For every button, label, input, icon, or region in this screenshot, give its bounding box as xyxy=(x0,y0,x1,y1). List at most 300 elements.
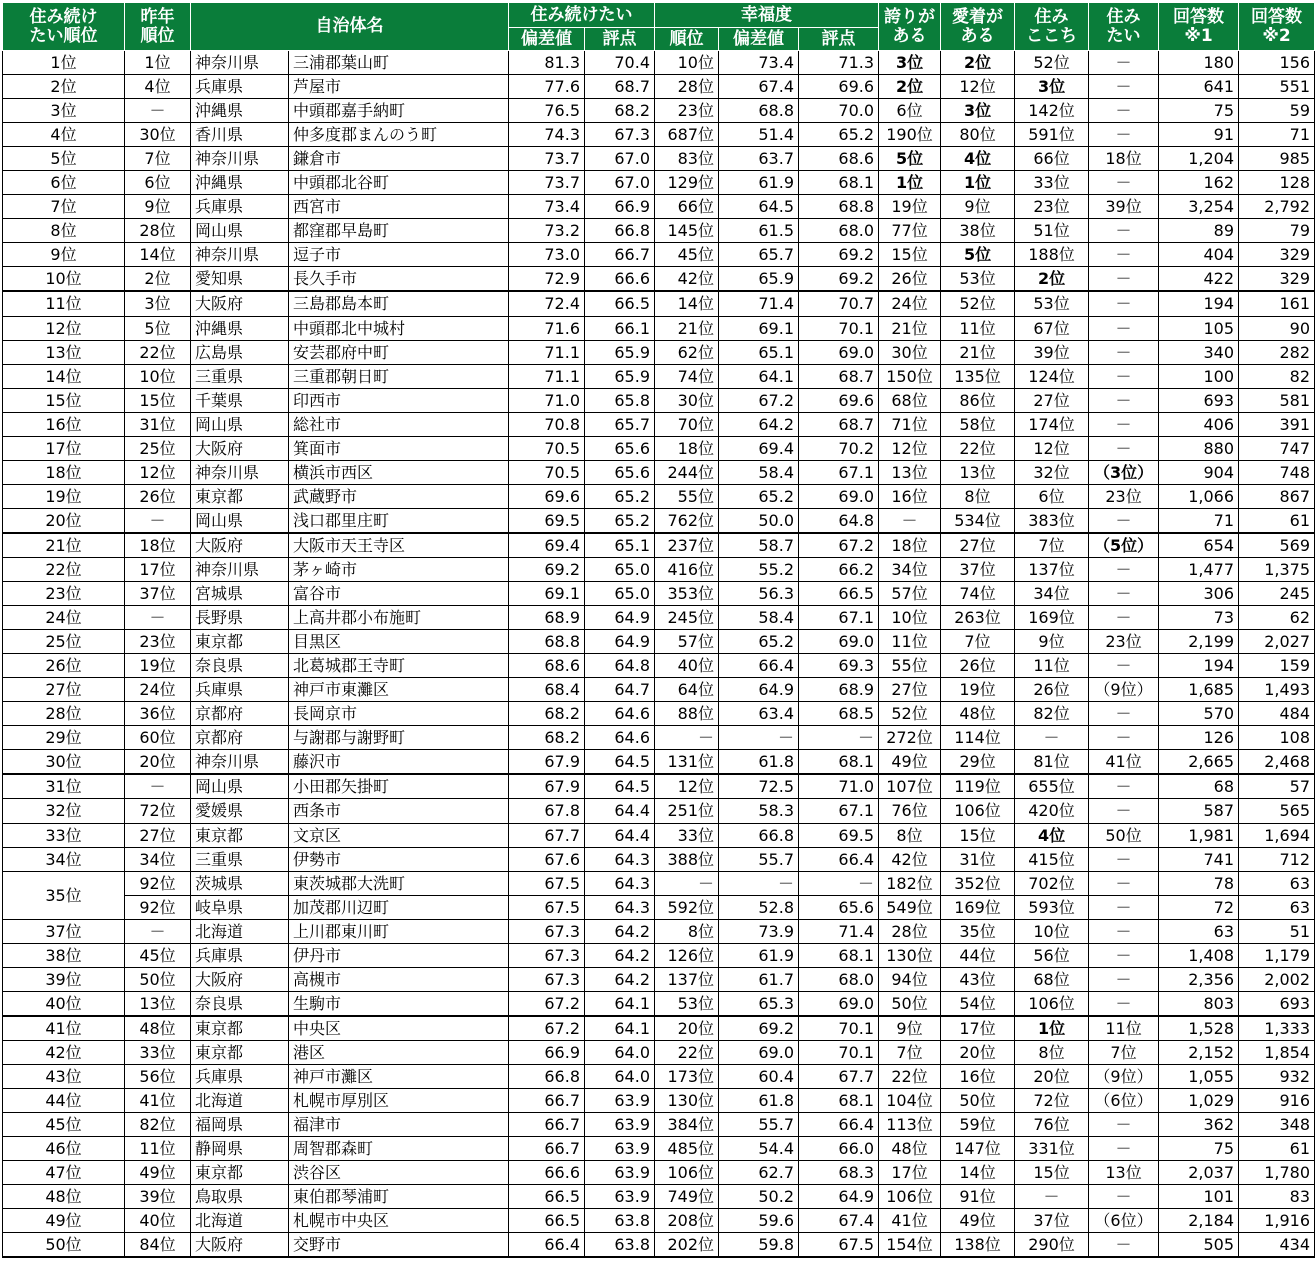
city-cell: 浅口郡里庄町 xyxy=(289,508,509,533)
happy-rank-cell: 10位 xyxy=(655,51,719,75)
comfort-cell: － xyxy=(1015,1185,1089,1209)
prev-rank-cell: 30位 xyxy=(125,123,191,147)
happy-score-cell: 66.4 xyxy=(799,847,879,871)
want-live-cell: 50位 xyxy=(1089,823,1159,847)
header-attach-label: 愛着が ある xyxy=(952,6,1004,46)
responses-1-cell: 101 xyxy=(1159,1185,1239,1209)
happy-dev-cell: 50.2 xyxy=(719,1185,799,1209)
stay-dev-cell: 68.6 xyxy=(509,654,585,678)
city-cell: 都窪郡早島町 xyxy=(289,219,509,243)
happy-score-cell: 70.1 xyxy=(799,316,879,340)
rank-cell: 9位 xyxy=(3,243,125,267)
happy-rank-cell: 131位 xyxy=(655,750,719,775)
city-cell: 長岡京市 xyxy=(289,702,509,726)
attach-cell: 9位 xyxy=(941,195,1015,219)
comfort-cell: 1位 xyxy=(1015,1016,1089,1041)
attach-cell: 44位 xyxy=(941,943,1015,967)
want-live-cell: － xyxy=(1089,847,1159,871)
stay-dev-cell: 68.4 xyxy=(509,678,585,702)
want-live-cell: － xyxy=(1089,582,1159,606)
prefecture-cell: 東京都 xyxy=(191,823,289,847)
attach-cell: 263位 xyxy=(941,606,1015,630)
responses-1-cell: 3,254 xyxy=(1159,195,1239,219)
happy-rank-cell: 62位 xyxy=(655,340,719,364)
table-row xyxy=(3,508,1315,533)
stay-dev-cell: 68.2 xyxy=(509,702,585,726)
pride-cell: 6位 xyxy=(879,99,941,123)
table-row xyxy=(3,702,1315,726)
pride-cell: 94位 xyxy=(879,967,941,991)
table-row xyxy=(3,1064,1315,1088)
responses-2-cell: 156 xyxy=(1239,51,1315,75)
table-row xyxy=(3,147,1315,171)
stay-score-cell: 67.3 xyxy=(585,123,655,147)
want-live-cell: － xyxy=(1089,943,1159,967)
comfort-cell: 11位 xyxy=(1015,654,1089,678)
rank-cell: 40位 xyxy=(3,991,125,1016)
stay-dev-cell: 70.5 xyxy=(509,436,585,460)
attach-cell: 22位 xyxy=(941,436,1015,460)
prev-rank-cell: 26位 xyxy=(125,484,191,508)
table-row xyxy=(3,291,1315,316)
rank-cell: 28位 xyxy=(3,702,125,726)
comfort-cell: 8位 xyxy=(1015,1040,1089,1064)
table-row xyxy=(3,823,1315,847)
prev-rank-cell: － xyxy=(125,606,191,630)
city-cell: 芦屋市 xyxy=(289,75,509,99)
happy-dev-cell: 56.3 xyxy=(719,582,799,606)
pride-cell: 272位 xyxy=(879,726,941,750)
responses-1-cell: 2,184 xyxy=(1159,1209,1239,1233)
happy-rank-cell: 14位 xyxy=(655,291,719,316)
city-cell: 箕面市 xyxy=(289,436,509,460)
want-live-cell: － xyxy=(1089,967,1159,991)
comfort-cell: 3位 xyxy=(1015,75,1089,99)
pride-cell: 21位 xyxy=(879,316,941,340)
happy-rank-cell: 12位 xyxy=(655,774,719,799)
want-live-cell: － xyxy=(1089,316,1159,340)
pride-cell: 19位 xyxy=(879,195,941,219)
responses-2-cell: 1,333 xyxy=(1239,1016,1315,1041)
responses-2-cell: 551 xyxy=(1239,75,1315,99)
happy-score-cell: 65.6 xyxy=(799,895,879,919)
pride-cell: 34位 xyxy=(879,557,941,581)
happy-dev-cell: 61.9 xyxy=(719,943,799,967)
attach-cell: 5位 xyxy=(941,243,1015,267)
prefecture-cell: 兵庫県 xyxy=(191,195,289,219)
responses-2-cell: 1,375 xyxy=(1239,557,1315,581)
happy-rank-cell: 137位 xyxy=(655,967,719,991)
stay-score-cell: 67.0 xyxy=(585,171,655,195)
city-cell: 藤沢市 xyxy=(289,750,509,775)
stay-score-cell: 65.6 xyxy=(585,460,655,484)
header-happy-score: 評点 xyxy=(799,28,879,51)
pride-cell: 549位 xyxy=(879,895,941,919)
comfort-cell: 81位 xyxy=(1015,750,1089,775)
happy-rank-cell: 53位 xyxy=(655,991,719,1016)
prev-rank-cell: 27位 xyxy=(125,823,191,847)
happy-score-cell: 67.7 xyxy=(799,1064,879,1088)
pride-cell: 8位 xyxy=(879,823,941,847)
rank-cell: 13位 xyxy=(3,340,125,364)
happy-score-cell: － xyxy=(799,726,879,750)
want-live-cell: 41位 xyxy=(1089,750,1159,775)
want-live-cell: － xyxy=(1089,919,1159,943)
responses-1-cell: 71 xyxy=(1159,508,1239,533)
stay-score-cell: 66.9 xyxy=(585,195,655,219)
prev-rank-cell: 13位 xyxy=(125,991,191,1016)
prev-rank-cell: 36位 xyxy=(125,702,191,726)
want-live-cell: 23位 xyxy=(1089,630,1159,654)
header-rank-label: 住み続け たい順位 xyxy=(29,6,98,46)
pride-cell: 52位 xyxy=(879,702,941,726)
city-cell: 高槻市 xyxy=(289,967,509,991)
responses-2-cell: 161 xyxy=(1239,291,1315,316)
prefecture-cell: 大阪府 xyxy=(191,1233,289,1258)
rank-cell: 41位 xyxy=(3,1016,125,1041)
rank-cell: 18位 xyxy=(3,460,125,484)
stay-dev-cell: 71.1 xyxy=(509,340,585,364)
header-comfort-label: 住み ここち xyxy=(1026,6,1078,46)
table-row xyxy=(3,1233,1315,1258)
want-live-cell: － xyxy=(1089,51,1159,75)
stay-dev-cell: 69.4 xyxy=(509,533,585,558)
want-live-cell: － xyxy=(1089,557,1159,581)
prefecture-cell: 大阪府 xyxy=(191,967,289,991)
prefecture-cell: 神奈川県 xyxy=(191,557,289,581)
happy-rank-cell: 18位 xyxy=(655,436,719,460)
table-row xyxy=(3,460,1315,484)
responses-1-cell: 68 xyxy=(1159,774,1239,799)
responses-1-cell: 362 xyxy=(1159,1113,1239,1137)
comfort-cell: 331位 xyxy=(1015,1137,1089,1161)
responses-2-cell: 2,468 xyxy=(1239,750,1315,775)
pride-cell: 68位 xyxy=(879,388,941,412)
stay-dev-cell: 68.8 xyxy=(509,630,585,654)
stay-dev-cell: 67.5 xyxy=(509,871,585,895)
happy-dev-cell: 69.4 xyxy=(719,436,799,460)
stay-score-cell: 64.2 xyxy=(585,967,655,991)
rank-cell: 44位 xyxy=(3,1089,125,1113)
comfort-cell: － xyxy=(1015,726,1089,750)
prev-rank-cell: 24位 xyxy=(125,678,191,702)
prev-rank-cell: 1位 xyxy=(125,51,191,75)
attach-cell: 352位 xyxy=(941,871,1015,895)
want-live-cell: 23位 xyxy=(1089,484,1159,508)
pride-cell: 13位 xyxy=(879,460,941,484)
prefecture-cell: 大阪府 xyxy=(191,533,289,558)
responses-2-cell: 62 xyxy=(1239,606,1315,630)
prefecture-cell: 沖縄県 xyxy=(191,316,289,340)
happy-dev-cell: 64.1 xyxy=(719,364,799,388)
city-cell: 茅ヶ崎市 xyxy=(289,557,509,581)
pride-cell: 48位 xyxy=(879,1137,941,1161)
prefecture-cell: 大阪府 xyxy=(191,291,289,316)
happy-rank-cell: 251位 xyxy=(655,799,719,823)
happy-rank-cell: 55位 xyxy=(655,484,719,508)
attach-cell: 106位 xyxy=(941,799,1015,823)
rank-cell: 5位 xyxy=(3,147,125,171)
happy-dev-cell: 60.4 xyxy=(719,1064,799,1088)
city-cell: 総社市 xyxy=(289,412,509,436)
attach-cell: 19位 xyxy=(941,678,1015,702)
happy-dev-cell: 61.7 xyxy=(719,967,799,991)
happy-score-cell: 69.0 xyxy=(799,630,879,654)
responses-1-cell: 880 xyxy=(1159,436,1239,460)
responses-2-cell: 932 xyxy=(1239,1064,1315,1088)
responses-1-cell: 1,685 xyxy=(1159,678,1239,702)
happy-score-cell: 67.5 xyxy=(799,1233,879,1258)
table-row xyxy=(3,243,1315,267)
table-row xyxy=(3,484,1315,508)
responses-2-cell: 569 xyxy=(1239,533,1315,558)
table-row xyxy=(3,678,1315,702)
stay-dev-cell: 71.0 xyxy=(509,388,585,412)
happy-rank-cell: 45位 xyxy=(655,243,719,267)
stay-dev-cell: 67.2 xyxy=(509,1016,585,1041)
prev-rank-cell: 48位 xyxy=(125,1016,191,1041)
city-cell: 小田郡矢掛町 xyxy=(289,774,509,799)
stay-dev-cell: 67.7 xyxy=(509,823,585,847)
happy-score-cell: 71.4 xyxy=(799,919,879,943)
prev-rank-cell: 17位 xyxy=(125,557,191,581)
pride-cell: 104位 xyxy=(879,1089,941,1113)
responses-2-cell: 1,179 xyxy=(1239,943,1315,967)
responses-1-cell: 100 xyxy=(1159,364,1239,388)
comfort-cell: 142位 xyxy=(1015,99,1089,123)
prev-rank-cell: 45位 xyxy=(125,943,191,967)
prev-rank-cell: 39位 xyxy=(125,1185,191,1209)
table-row xyxy=(3,1185,1315,1209)
happy-dev-cell: 54.4 xyxy=(719,1137,799,1161)
header-responses-1 xyxy=(1159,3,1239,51)
stay-dev-cell: 69.5 xyxy=(509,508,585,533)
stay-dev-cell: 67.6 xyxy=(509,847,585,871)
attach-cell: 114位 xyxy=(941,726,1015,750)
pride-cell: 30位 xyxy=(879,340,941,364)
prefecture-cell: 奈良県 xyxy=(191,991,289,1016)
happy-rank-cell: 485位 xyxy=(655,1137,719,1161)
stay-dev-cell: 67.5 xyxy=(509,895,585,919)
prefecture-cell: 岡山県 xyxy=(191,412,289,436)
stay-score-cell: 64.6 xyxy=(585,702,655,726)
city-cell: 文京区 xyxy=(289,823,509,847)
stay-score-cell: 66.8 xyxy=(585,219,655,243)
prefecture-cell: 岐阜県 xyxy=(191,895,289,919)
stay-dev-cell: 67.3 xyxy=(509,967,585,991)
ranking-table xyxy=(2,2,1315,1258)
happy-dev-cell: 55.7 xyxy=(719,847,799,871)
responses-2-cell: 108 xyxy=(1239,726,1315,750)
responses-2-cell: 484 xyxy=(1239,702,1315,726)
happy-rank-cell: － xyxy=(655,871,719,895)
want-live-cell: 13位 xyxy=(1089,1161,1159,1185)
attach-cell: 15位 xyxy=(941,823,1015,847)
city-cell: 富谷市 xyxy=(289,582,509,606)
rank-cell: 47位 xyxy=(3,1161,125,1185)
table-row xyxy=(3,654,1315,678)
table-row xyxy=(3,630,1315,654)
table-row xyxy=(3,750,1315,775)
want-live-cell: － xyxy=(1089,436,1159,460)
attach-cell: 43位 xyxy=(941,967,1015,991)
want-live-cell: （9位） xyxy=(1089,1064,1159,1088)
happy-score-cell: 66.5 xyxy=(799,582,879,606)
city-cell: 大阪市天王寺区 xyxy=(289,533,509,558)
stay-score-cell: 64.7 xyxy=(585,678,655,702)
stay-dev-cell: 73.2 xyxy=(509,219,585,243)
city-cell: 伊丹市 xyxy=(289,943,509,967)
responses-2-cell: 63 xyxy=(1239,871,1315,895)
happy-dev-cell: 50.0 xyxy=(719,508,799,533)
prefecture-cell: 広島県 xyxy=(191,340,289,364)
stay-score-cell: 64.0 xyxy=(585,1040,655,1064)
responses-2-cell: 51 xyxy=(1239,919,1315,943)
responses-2-cell: 79 xyxy=(1239,219,1315,243)
stay-dev-cell: 67.9 xyxy=(509,774,585,799)
want-live-cell: － xyxy=(1089,388,1159,412)
rank-cell: 37位 xyxy=(3,919,125,943)
responses-1-cell: 194 xyxy=(1159,654,1239,678)
comfort-cell: 12位 xyxy=(1015,436,1089,460)
table-row xyxy=(3,533,1315,558)
attach-cell: 14位 xyxy=(941,1161,1015,1185)
city-cell: 北葛城郡王寺町 xyxy=(289,654,509,678)
stay-dev-cell: 66.5 xyxy=(509,1185,585,1209)
comfort-cell: 591位 xyxy=(1015,123,1089,147)
city-cell: 上川郡東川町 xyxy=(289,919,509,943)
happy-score-cell: 70.2 xyxy=(799,436,879,460)
happy-score-cell: 66.4 xyxy=(799,1113,879,1137)
want-live-cell: － xyxy=(1089,774,1159,799)
header-prev-rank xyxy=(125,3,191,51)
prefecture-cell: 静岡県 xyxy=(191,1137,289,1161)
pride-cell: 24位 xyxy=(879,291,941,316)
pride-cell: 15位 xyxy=(879,243,941,267)
happy-score-cell: 67.1 xyxy=(799,460,879,484)
prefecture-cell: 兵庫県 xyxy=(191,943,289,967)
stay-score-cell: 63.9 xyxy=(585,1137,655,1161)
responses-2-cell: 57 xyxy=(1239,774,1315,799)
city-cell: 仲多度郡まんのう町 xyxy=(289,123,509,147)
comfort-cell: 188位 xyxy=(1015,243,1089,267)
prev-rank-cell: 72位 xyxy=(125,799,191,823)
prefecture-cell: 沖縄県 xyxy=(191,99,289,123)
happy-dev-cell: 65.9 xyxy=(719,267,799,292)
rank-cell: 50位 xyxy=(3,1233,125,1258)
city-cell: 与謝郡与謝野町 xyxy=(289,726,509,750)
pride-cell: 41位 xyxy=(879,1209,941,1233)
stay-dev-cell: 66.9 xyxy=(509,1040,585,1064)
rank-cell: 20位 xyxy=(3,508,125,533)
want-live-cell: － xyxy=(1089,219,1159,243)
pride-cell: 113位 xyxy=(879,1113,941,1137)
happy-rank-cell: 33位 xyxy=(655,823,719,847)
prefecture-cell: 茨城県 xyxy=(191,871,289,895)
happy-dev-cell: 67.2 xyxy=(719,388,799,412)
responses-2-cell: 1,694 xyxy=(1239,823,1315,847)
table-row xyxy=(3,582,1315,606)
prev-rank-cell: 11位 xyxy=(125,1137,191,1161)
stay-dev-cell: 66.7 xyxy=(509,1113,585,1137)
attach-cell: 58位 xyxy=(941,412,1015,436)
responses-2-cell: 82 xyxy=(1239,364,1315,388)
stay-dev-cell: 73.7 xyxy=(509,147,585,171)
rank-cell: 8位 xyxy=(3,219,125,243)
comfort-cell: 702位 xyxy=(1015,871,1089,895)
rank-cell: 39位 xyxy=(3,967,125,991)
stay-dev-cell: 67.3 xyxy=(509,919,585,943)
responses-1-cell: 1,066 xyxy=(1159,484,1239,508)
stay-score-cell: 66.7 xyxy=(585,243,655,267)
header-pride-label: 誇りが ある xyxy=(884,6,936,46)
attach-cell: 21位 xyxy=(941,340,1015,364)
stay-dev-cell: 71.6 xyxy=(509,316,585,340)
table-row xyxy=(3,316,1315,340)
prev-rank-cell: 31位 xyxy=(125,412,191,436)
city-cell: 札幌市中央区 xyxy=(289,1209,509,1233)
stay-dev-cell: 67.9 xyxy=(509,750,585,775)
table-row xyxy=(3,364,1315,388)
happy-rank-cell: 145位 xyxy=(655,219,719,243)
pride-cell: 42位 xyxy=(879,847,941,871)
prefecture-cell: 岡山県 xyxy=(191,219,289,243)
happy-rank-cell: 245位 xyxy=(655,606,719,630)
prefecture-cell: 福岡県 xyxy=(191,1113,289,1137)
happy-dev-cell: 61.8 xyxy=(719,750,799,775)
happy-score-cell: 68.7 xyxy=(799,364,879,388)
happy-rank-cell: 30位 xyxy=(655,388,719,412)
stay-score-cell: 64.9 xyxy=(585,606,655,630)
header-happy-group: 幸福度 xyxy=(655,3,879,28)
stay-score-cell: 63.9 xyxy=(585,1185,655,1209)
comfort-cell: 32位 xyxy=(1015,460,1089,484)
responses-2-cell: 693 xyxy=(1239,991,1315,1016)
attach-cell: 27位 xyxy=(941,533,1015,558)
happy-rank-cell: 64位 xyxy=(655,678,719,702)
happy-dev-cell: 66.4 xyxy=(719,654,799,678)
stay-score-cell: 64.2 xyxy=(585,943,655,967)
city-cell: 神戸市灘区 xyxy=(289,1064,509,1088)
responses-2-cell: 434 xyxy=(1239,1233,1315,1258)
city-cell: 加茂郡川辺町 xyxy=(289,895,509,919)
happy-dev-cell: 58.7 xyxy=(719,533,799,558)
want-live-cell: （5位） xyxy=(1089,533,1159,558)
happy-rank-cell: 353位 xyxy=(655,582,719,606)
want-live-cell: － xyxy=(1089,364,1159,388)
prefecture-cell: 宮城県 xyxy=(191,582,289,606)
city-cell: 伊勢市 xyxy=(289,847,509,871)
comfort-cell: 655位 xyxy=(1015,774,1089,799)
stay-score-cell: 66.5 xyxy=(585,291,655,316)
city-cell: 印西市 xyxy=(289,388,509,412)
attach-cell: 80位 xyxy=(941,123,1015,147)
happy-score-cell: 69.6 xyxy=(799,75,879,99)
responses-1-cell: 570 xyxy=(1159,702,1239,726)
happy-score-cell: 68.0 xyxy=(799,967,879,991)
pride-cell: 12位 xyxy=(879,436,941,460)
happy-score-cell: 68.1 xyxy=(799,943,879,967)
table-row xyxy=(3,1161,1315,1185)
happy-rank-cell: 416位 xyxy=(655,557,719,581)
responses-1-cell: 2,199 xyxy=(1159,630,1239,654)
happy-rank-cell: 20位 xyxy=(655,1016,719,1041)
responses-1-cell: 1,528 xyxy=(1159,1016,1239,1041)
stay-score-cell: 64.5 xyxy=(585,750,655,775)
header-stay-score: 評点 xyxy=(585,28,655,51)
stay-score-cell: 65.2 xyxy=(585,508,655,533)
rank-cell: 29位 xyxy=(3,726,125,750)
